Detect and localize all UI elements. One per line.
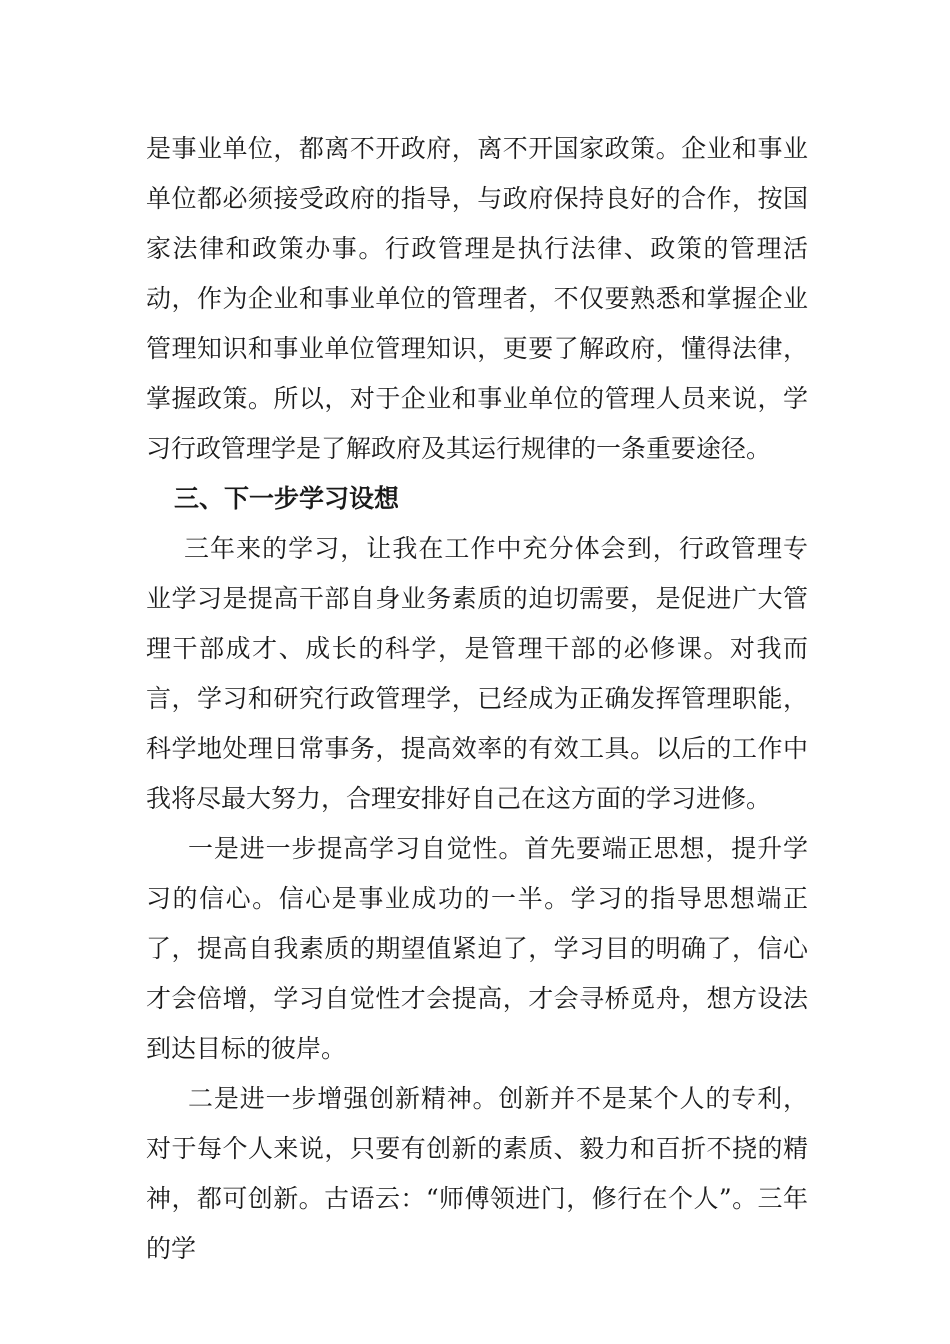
document-page	[146, 124, 808, 1274]
body-paragraph-1: 是事业单位，都离不开政府，离不开国家政策。企业和事业单位都必须接受政府的指导，与政府保持良好的合作，按国家法律和政策办事。行政管理是执行法律、政策的管理活动，作为企业和事业单位的管理者，不仅要熟悉和掌握企业管理知识和事业单位管理知识，更要了解政府，懂得法律，掌握政策。所以，对于企业和事业单位的管理人员来说，学习行政管理学是了解政府及其运行规律的一条重要途径。	[146, 134, 808, 463]
body-paragraph-2: 三年来的学习，让我在工作中充分体会到，行政管理专业学习是提高干部自身业务素质的迫切需要，是促进广大管理干部成才、成长的科学，是管理干部的必修课。对我而言，学习和研究行政管理学，已经成为正确发挥管理职能，科学地处理日常事务，提高效率的有效工具。以后的工作中我将尽最大努力，合理安排好自己在这方面的学习进修。	[146, 534, 808, 813]
section-heading: 三、下一步学习设想	[174, 484, 400, 513]
body-paragraph-3: 一是进一步提高学习自觉性。首先要端正思想，提升学习的信心。信心是事业成功的一半。学习的指导思想端正了，提高自我素质的期望值紧迫了，学习目的明确了，信心才会倍增，学习自觉性才会提高，才会寻桥觅舟，想方设法到达目标的彼岸。	[146, 834, 808, 1063]
body-paragraph-4: 二是进一步增强创新精神。创新并不是某个人的专利，对于每个人来说，只要有创新的素质、毅力和百折不挠的精神，都可创新。古语云：“师傅领进门，修行在个人”。三年的学	[146, 1084, 808, 1263]
